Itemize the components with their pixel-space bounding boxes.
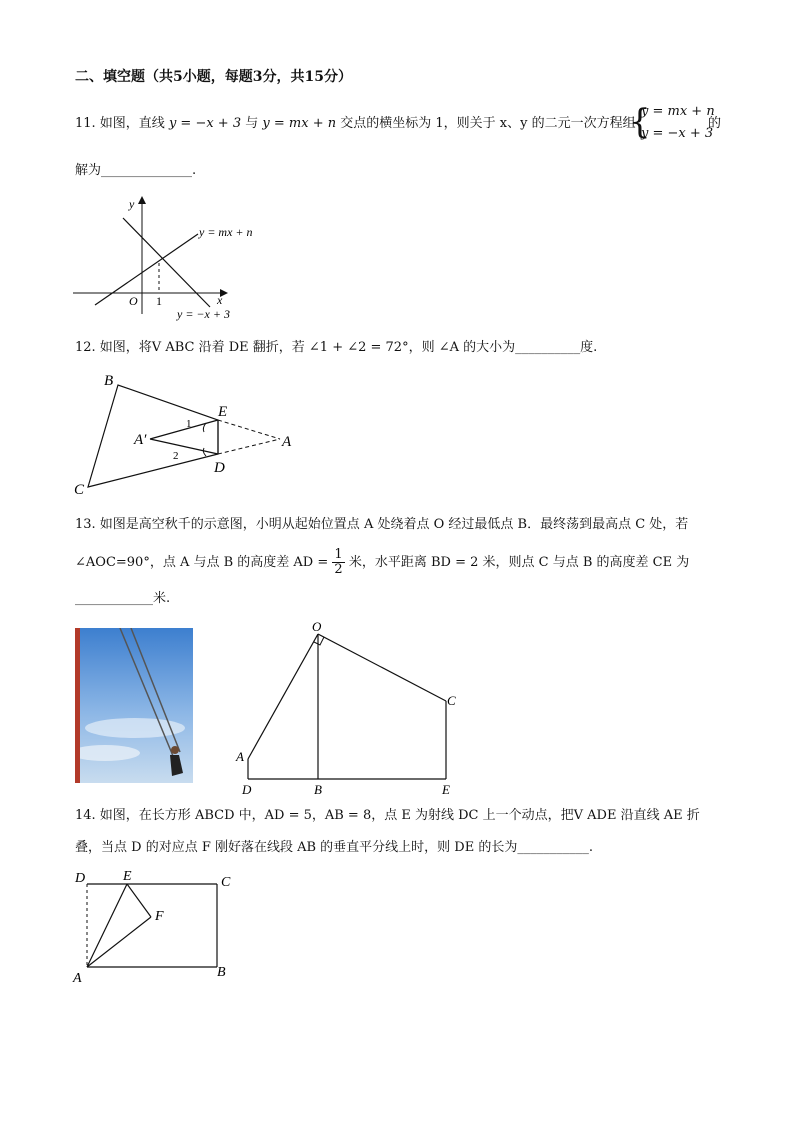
label-b: B [217, 965, 226, 980]
label-f: F [155, 909, 164, 924]
q12-text-a: 12. 如图，将V ABC 沿着 DE 翻折，若 ∠1 + ∠2 = 72°，则 ∠A 的大小为 [75, 340, 516, 355]
q14-line2 [75, 838, 593, 858]
segment-oa [248, 634, 318, 759]
quadrilateral-bcde [88, 385, 218, 487]
segment-ae [87, 884, 127, 967]
fraction-numerator: 1 [334, 547, 343, 562]
q13-swing-figure [228, 616, 468, 801]
label-a: A [236, 749, 244, 764]
q13-answer-blank[interactable]: ____________ [75, 591, 153, 606]
dashed-da [218, 439, 280, 454]
q11-line2 [75, 161, 196, 181]
q13-line1: 13. 如图是高空秋千的示意图，小明从起始位置点 A 处绕着点 O 经过最低点 B．最终荡到最高点 C 处，若 [75, 517, 689, 532]
q11-line2-text: 解为 [75, 163, 102, 178]
q11-text-d: 的 [708, 116, 722, 131]
label-b: B [314, 782, 322, 797]
line-mx-plus-n [95, 234, 198, 305]
label-e: E [442, 782, 450, 797]
segment-apr-e [150, 420, 218, 439]
q12-fold-figure [70, 368, 300, 498]
rider-head [171, 746, 179, 754]
q11-system-brace: { [629, 102, 651, 142]
q14-end: . [588, 840, 593, 855]
line-b-label: y = −x + 3 [177, 307, 230, 321]
q14-line1: 14. 如图，在长方形 ABCD 中，AD = 5，AB = 8，点 E 为射线 DC 上一个动点，把V ADE 沿直线 AE 折 [75, 808, 700, 823]
q11-text-c: 交点的横坐标为 1，则关于 x、y 的二元一次方程组 [340, 116, 636, 131]
label-e: E [218, 404, 228, 420]
q11-eq-b: y = mx + n [262, 116, 337, 131]
segment-ef [127, 884, 151, 917]
q13-end: 米. [153, 591, 171, 606]
segment-af [87, 917, 151, 967]
q12-answer-blank[interactable]: __________ [515, 340, 581, 355]
q14-answer-blank[interactable]: ___________ [517, 840, 589, 855]
q11-line1 [75, 114, 636, 134]
label-o: O [312, 619, 322, 634]
q14-rectangle-figure [65, 864, 255, 989]
label-c: C [221, 875, 231, 890]
q11-end: . [192, 163, 197, 178]
label-e: E [123, 869, 132, 884]
q11-text-a: 11. 如图，直线 [75, 116, 165, 131]
label-c: C [74, 482, 85, 498]
q12-line [75, 338, 597, 358]
q11-text-b: 与 [245, 116, 259, 131]
q11-system-eq2: y = −x + 3 [641, 126, 714, 141]
swing-pole [75, 628, 80, 783]
tick-one-label: 1 [156, 294, 162, 308]
q11-eq-a: y = −x + 3 [168, 116, 242, 131]
label-angle-2: 2 [173, 450, 179, 462]
label-a: A [73, 971, 82, 986]
q11-answer-blank[interactable]: ______________ [101, 163, 193, 178]
q13-line3 [75, 589, 170, 609]
q13-line2-a: ∠AOC=90°，点 A 与点 B 的高度差 AD = [75, 555, 329, 570]
label-d: D [75, 871, 86, 886]
segment-oc [318, 634, 446, 701]
dashed-ea [218, 420, 280, 439]
x-axis-label: x [217, 293, 223, 307]
label-b: B [104, 373, 114, 389]
y-axis-label: y [129, 197, 135, 211]
q11-system-eq1: y = mx + n [641, 104, 715, 119]
label-a-prime: A′ [134, 432, 147, 448]
q13-fraction [332, 548, 344, 577]
fraction-denominator: 2 [334, 562, 343, 577]
angle-2-arc [203, 448, 206, 456]
label-a: A [282, 434, 292, 450]
label-d: D [242, 782, 252, 797]
label-d: D [214, 460, 225, 476]
label-angle-1: 1 [186, 418, 192, 430]
origin-label: O [129, 294, 138, 308]
q14-line2-text: 叠，当点 D 的对应点 F 刚好落在线段 AB 的垂直平分线上时，则 DE 的长为 [75, 840, 518, 855]
q13-line2 [75, 548, 689, 577]
q11-graph-figure [65, 192, 275, 327]
q13-line2-b: 米，水平距离 BD = 2 米，则点 C 与点 B 的高度差 CE 为 [348, 555, 690, 570]
q12-text-b: 度. [580, 340, 598, 355]
section-title: 二、填空题（共5小题，每题3分，共15分） [75, 69, 352, 85]
line-a-label: y = mx + n [199, 225, 253, 239]
label-c: C [447, 693, 456, 708]
segment-apr-d [150, 439, 218, 454]
swing-photo [75, 628, 193, 783]
